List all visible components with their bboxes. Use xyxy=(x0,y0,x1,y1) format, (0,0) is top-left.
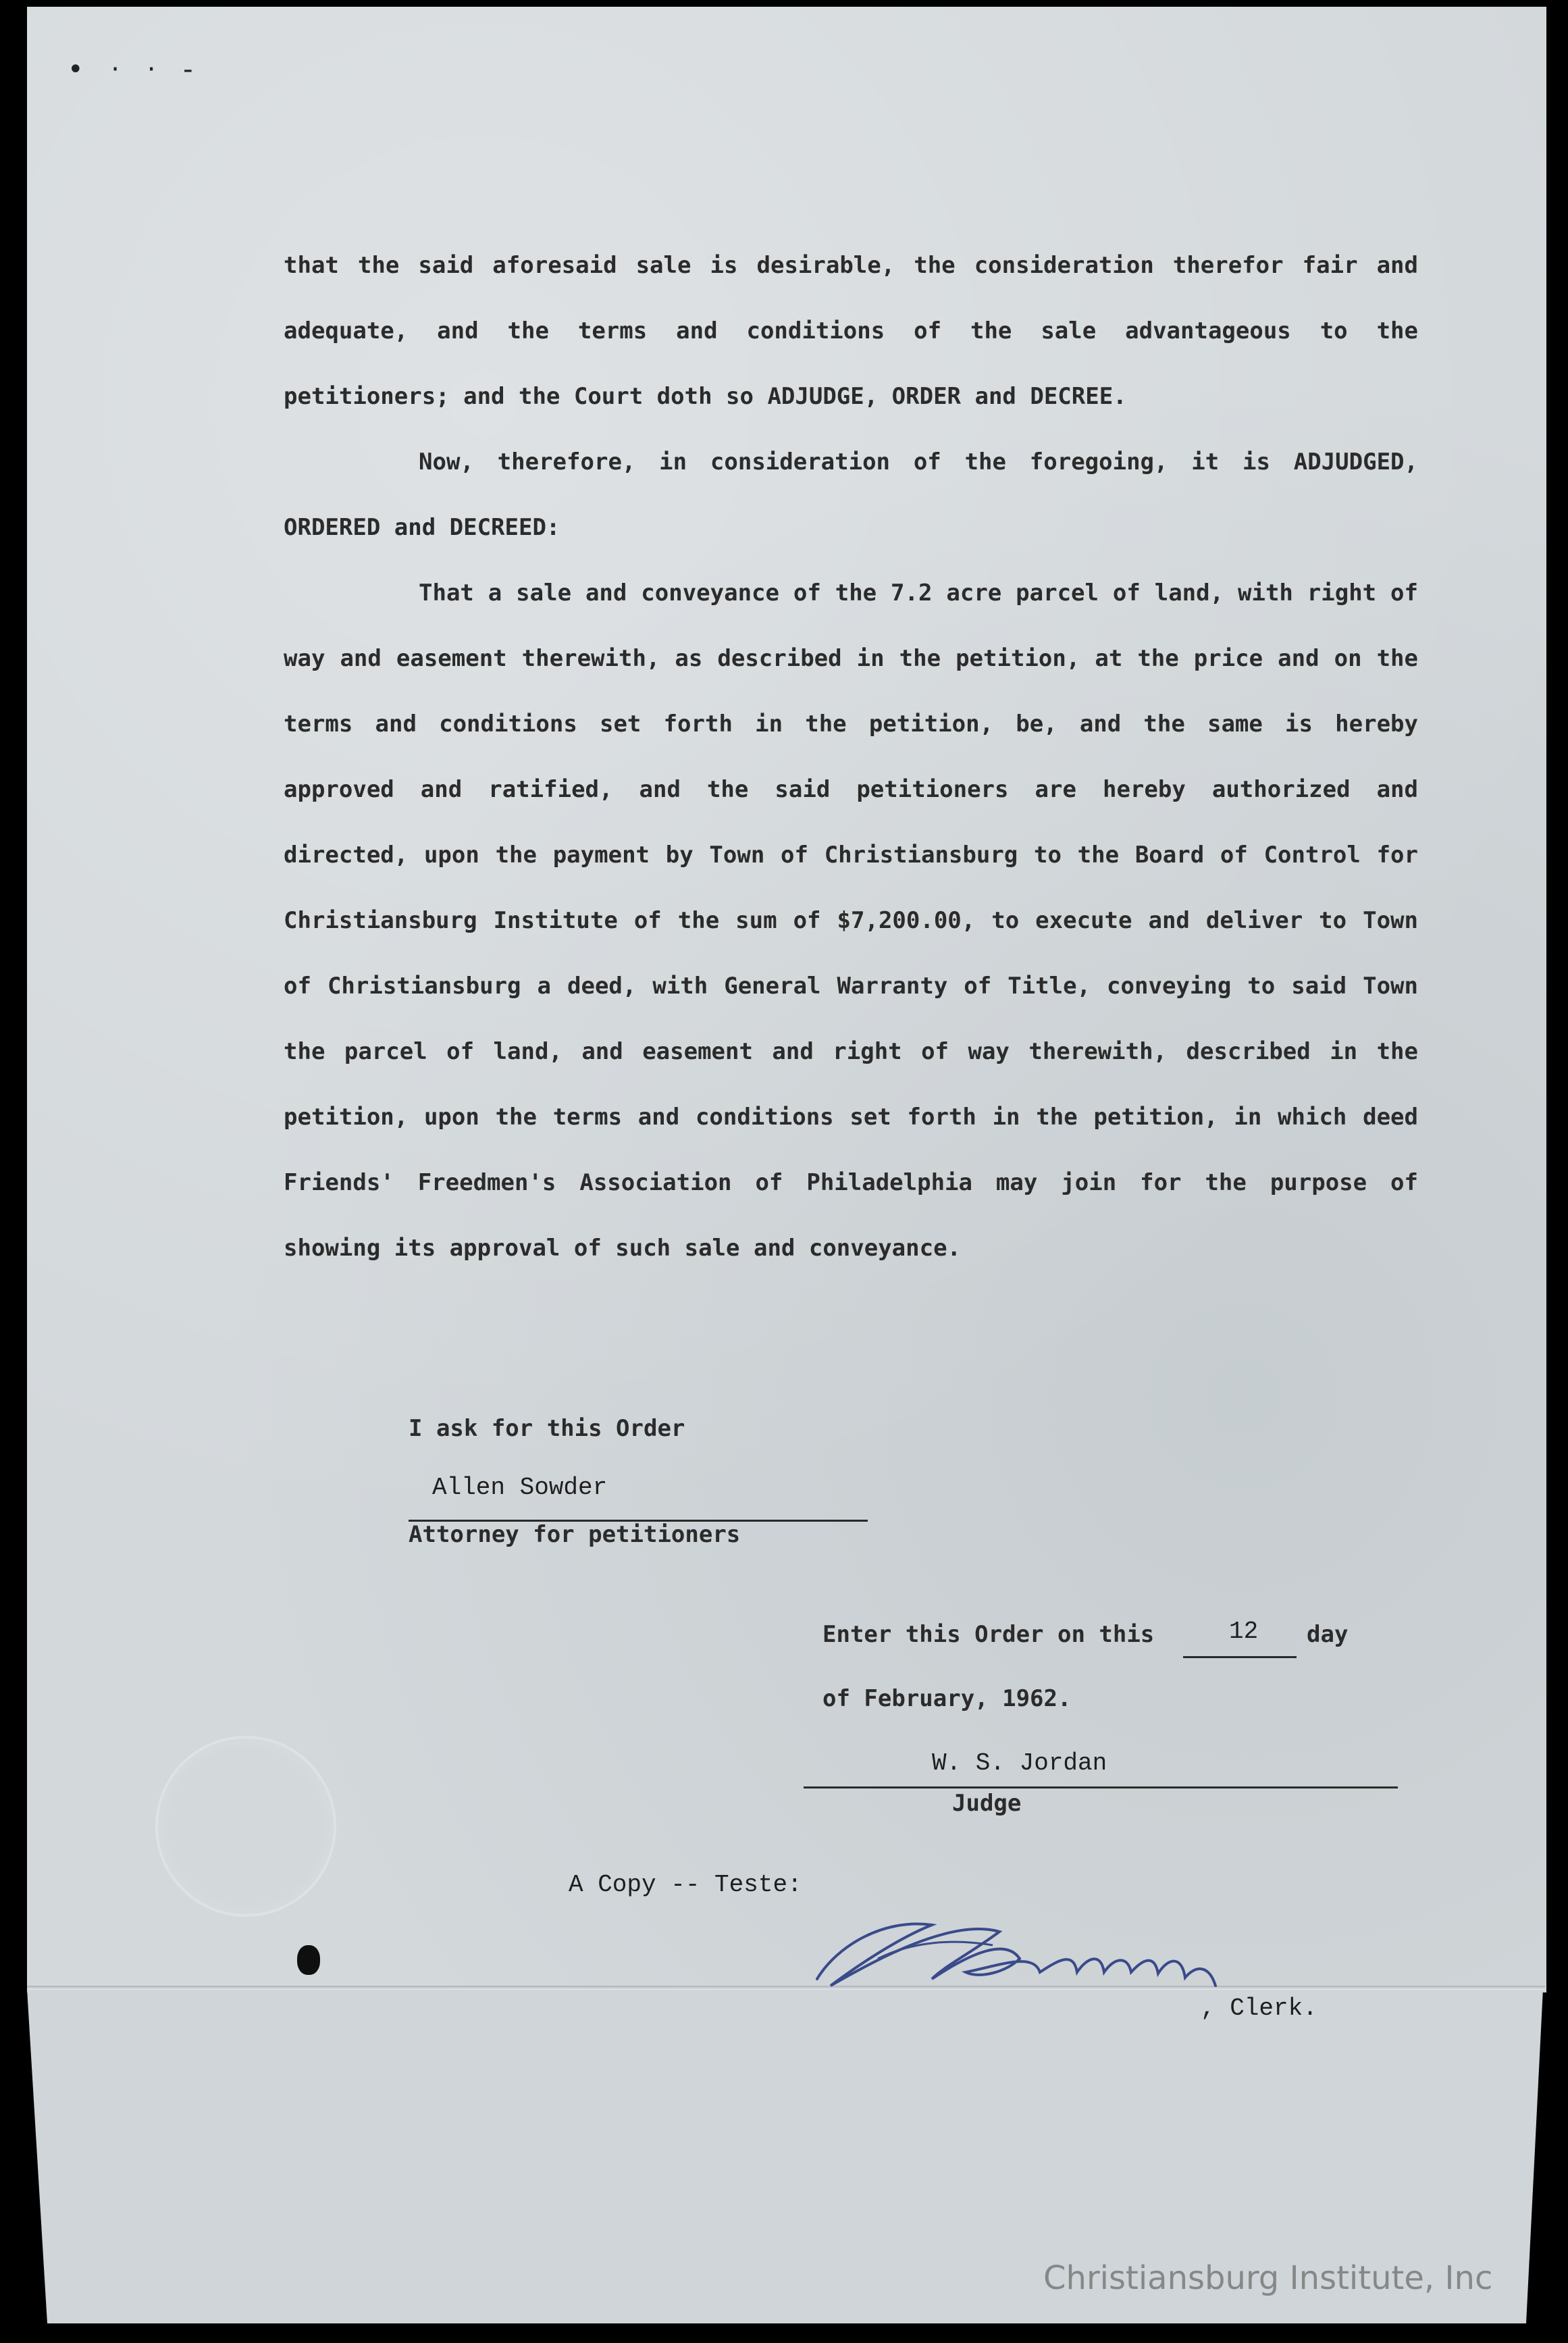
clerk-signature xyxy=(777,1878,1249,2013)
paragraph-findings: that the said aforesaid sale is desirable, the consideration therefor fair and adequate, and the terms and conditions of the sale advantageous to the petitioners; and the Court doth so ADJUDGE, ORDER and DECREE. xyxy=(284,252,1418,410)
watermark: Christiansburg Institute, Inc xyxy=(1043,2259,1493,2297)
order-date: of February, 1962. xyxy=(822,1685,1072,1712)
order-request: I ask for this Order xyxy=(409,1415,685,1442)
embossed-seal xyxy=(155,1736,336,1917)
judge-name: W. S. Jordan xyxy=(932,1749,1107,1777)
judge-signature-line xyxy=(804,1786,1398,1788)
judge-title: Judge xyxy=(952,1790,1022,1817)
enter-order-text: Enter this Order on this xyxy=(822,1621,1155,1648)
paragraph-now-therefore: Now, therefore, in consideration of the foregoing, it is ADJUDGED, ORDERED and DECREED: xyxy=(284,448,1418,541)
day-underline xyxy=(1183,1656,1297,1658)
day-word: day xyxy=(1307,1621,1349,1648)
copy-teste: A Copy -- Teste: xyxy=(569,1871,802,1899)
clerk-label: , Clerk. xyxy=(1201,1994,1317,2022)
order-day: 12 xyxy=(1229,1618,1259,1645)
paragraph-sale-conveyance: That a sale and conveyance of the 7.2 acre parcel of land, with right of way and easement therewith, as described in the petition, at the price and on the terms and conditions set forth in the petition, be, and the same is hereby approved and ratified, and the said petitioners are hereby authorized and directed, upon the payment by Town of Christiansburg to the Board of Control for Christiansburg Institute of the sum of $7,200.00, to execute and deliver to Town of Christiansburg a deed, with General Warranty of Title, conveying to said Town the parcel of land, and easement and right of way therewith, described in the petition, upon the terms and conditions set forth in the petition, in which deed Friends' Freedmen's Association of Philadelphia may join for the purpose of showing its approval of such sale and conveyance. xyxy=(284,580,1418,1262)
staple-hole xyxy=(297,1945,320,1975)
attorney-name: Allen Sowder xyxy=(432,1474,608,1501)
corner-mark: • · · - xyxy=(68,54,203,85)
order-body xyxy=(284,233,1418,1281)
attorney-title: Attorney for petitioners xyxy=(409,1521,741,1548)
